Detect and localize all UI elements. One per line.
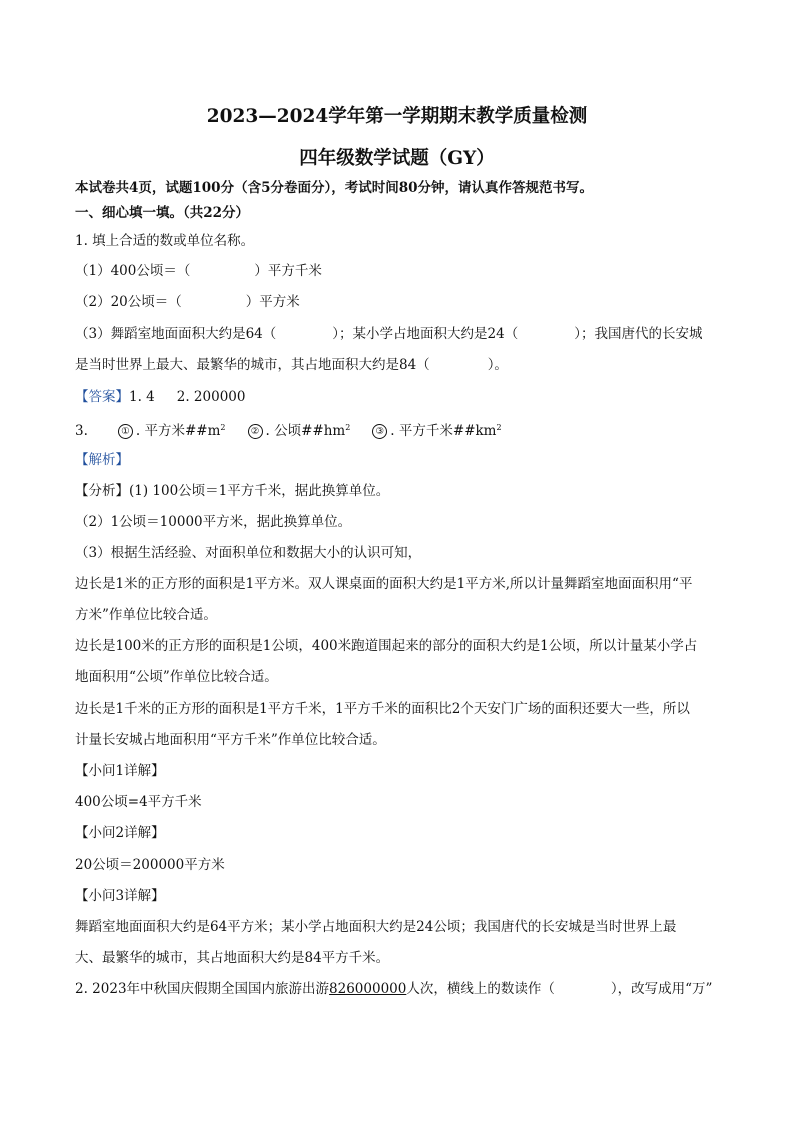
- analysis-line-1: 【分析】(1) 100公顷＝1平方千米，据此换算单位。: [75, 483, 390, 499]
- q1-p3-c: ）；我国唐代的长安城: [574, 326, 703, 342]
- q1-p1-post: ）平方千米: [254, 263, 322, 279]
- answer-3-opt-2: . 公顷##hm: [265, 423, 346, 439]
- page-title: 2023—2024学年第一学期期末教学质量检测: [206, 106, 588, 127]
- analysis-line-4: 边长是1米的正方形的面积是1平方米。双人课桌面的面积大约是1平方米,所以计量舞蹈室地面面积用“平: [75, 576, 693, 592]
- circled-number-3: ③: [372, 424, 387, 439]
- question-2: [75, 980, 712, 998]
- analysis-label: 【解析】: [75, 452, 129, 468]
- exam-notice: 本试卷共4页，试题100分（含5分卷面分），考试时间80分钟，请认真作答规范书写。: [75, 180, 594, 196]
- q2-post: ），改写成用“万”: [610, 981, 713, 997]
- question-1-part-2: [75, 293, 300, 311]
- section-heading: 一、细心填一填。（共22分）: [75, 205, 250, 221]
- circled-number-2: ②: [248, 424, 263, 439]
- answer-3-opt-3: . 平方千米##km: [390, 423, 497, 439]
- q1-p2-post: ）平方米: [245, 294, 300, 310]
- superscript: 2: [496, 423, 502, 432]
- answer-3-opt-1: . 平方米##m: [135, 423, 221, 439]
- q1-p2-pre: （2）20公顷＝（: [75, 294, 182, 310]
- answer-line: [75, 388, 245, 406]
- answer-line-3: [75, 419, 502, 440]
- answer-3-num: 3.: [75, 423, 88, 439]
- q1-p3-a: （3）舞蹈室地面面积大约是64（: [75, 326, 277, 342]
- analysis-line-5: 方米”作单位比较合适。: [75, 607, 217, 623]
- answer-label: 【答案】: [75, 389, 129, 405]
- analysis-line-6: 边长是100米的正方形的面积是1公顷，400米跑道围起来的部分的面积大约是1公顷，所以计量某小学占: [75, 638, 698, 654]
- sub-question-1-answer: 400公顷=4平方千米: [75, 794, 202, 810]
- question-1-part-1: [75, 262, 322, 280]
- q2-pre: 2. 2023年中秋国庆假期全国国内旅游出游: [75, 981, 330, 997]
- circled-number-1: ①: [118, 424, 133, 439]
- question-1-part-3-cont: [75, 356, 508, 374]
- page-subtitle: 四年级数学试题（GY）: [299, 148, 495, 169]
- analysis-line-7: 地面积用“公顷”作单位比较合适。: [75, 669, 278, 685]
- analysis-line-8: 边长是1千米的正方形的面积是1平方千米，1平方千米的面积比2个天安门广场的面积还要大一些，所以: [75, 701, 690, 717]
- superscript: 2: [345, 423, 351, 432]
- sub-question-1-heading: 【小问1详解】: [75, 763, 165, 779]
- sub-question-3-heading: 【小问3详解】: [75, 888, 165, 904]
- sub-question-2-heading: 【小问2详解】: [75, 825, 165, 841]
- superscript: 2: [220, 423, 226, 432]
- analysis-line-2: （2）1公顷＝10000平方米，据此换算单位。: [75, 514, 352, 530]
- question-1-stem: 1. 填上合适的数或单位名称。: [75, 233, 255, 249]
- q1-p1-pre: （1）400公顷＝（: [75, 263, 191, 279]
- q2-mid: 人次，横线上的数读作（: [406, 981, 555, 997]
- q1-p3-d: 是当时世界上最大、最繁华的城市，其占地面积大约是84（: [75, 357, 430, 373]
- sub-question-3-answer-2: 大、最繁华的城市，其占地面积大约是84平方千米。: [75, 950, 390, 966]
- answer-1: 1. 4: [129, 389, 155, 405]
- q2-underlined-number: 826000000: [329, 981, 407, 997]
- sub-question-2-answer: 20公顷＝200000平方米: [75, 857, 225, 873]
- sub-question-3-answer-1: 舞蹈室地面面积大约是64平方米；某小学占地面积大约是24公顷；我国唐代的长安城是当时世界上最: [75, 919, 677, 935]
- q1-p3-e: ）。: [487, 357, 508, 373]
- analysis-line-3: （3）根据生活经验、对面积单位和数据大小的认识可知，: [75, 545, 422, 561]
- answer-2: 2. 200000: [176, 389, 246, 405]
- q1-p3-b: ）；某小学占地面积大约是24（: [332, 326, 519, 342]
- question-1-part-3: [75, 325, 702, 343]
- analysis-line-9: 计量长安城占地面积用“平方千米”作单位比较合适。: [75, 732, 386, 748]
